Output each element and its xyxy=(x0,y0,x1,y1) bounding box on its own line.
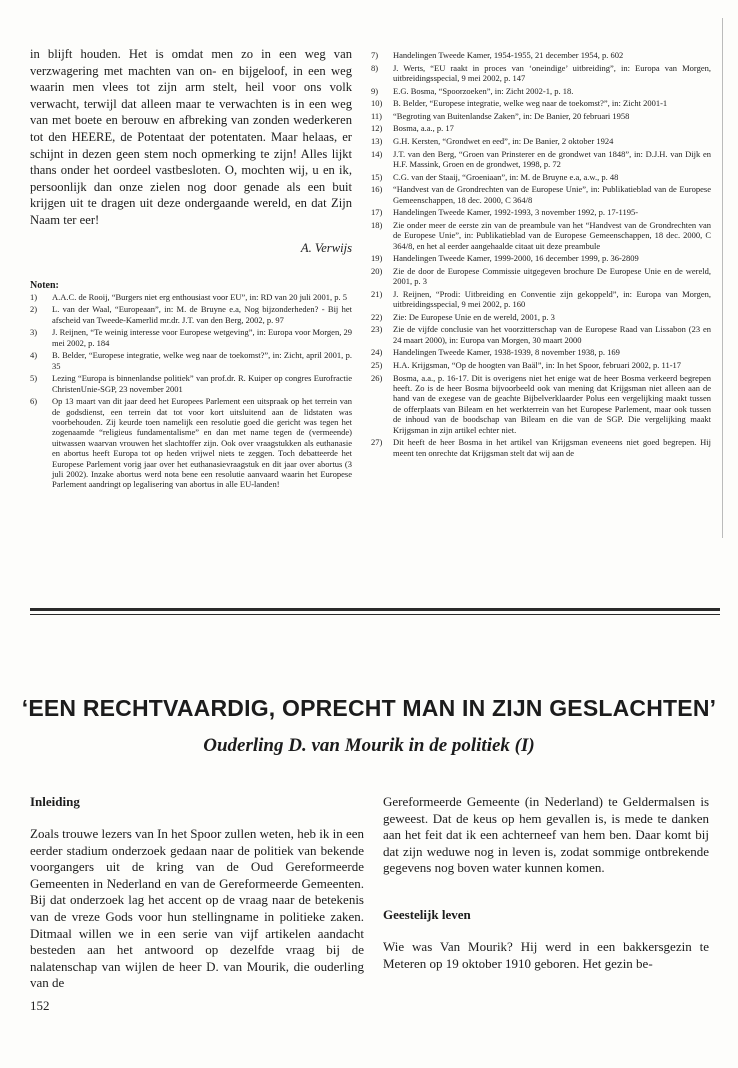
footnote-text: Zie de vijfde conclusie van het voorzitterschap van de Europese Raad van Lissabon (23 en 24 maart 2000), in: Europa van Morgen, 30 maart 2000 xyxy=(393,324,711,345)
footnote-number: 17) xyxy=(371,207,383,218)
footnote-number: 2) xyxy=(30,304,38,315)
notes-list-right xyxy=(371,50,711,458)
footnote-number: 25) xyxy=(371,359,383,370)
footnote-text: Bosma, a.a., p. 17 xyxy=(393,123,454,134)
footnote-item xyxy=(371,373,711,435)
article-column-left xyxy=(30,794,364,992)
page-edge-line xyxy=(722,18,723,538)
footnote-item xyxy=(30,373,352,394)
section-divider-thick xyxy=(30,608,720,611)
notes-list-left xyxy=(30,292,352,490)
footnote-text: E.G. Bosma, “Spoorzoeken”, in: Zicht 2002-1, p. 18. xyxy=(393,85,574,96)
intro-paragraph: Zoals trouwe lezers van In het Spoor zullen weten, heb ik in een eerder stadium onderzoek gedaan naar de politiek van bekende voorgangers uit de kring van de Oud Gereformeerde Gemeenten in Nederland en van de Gereformeerde Gemeenten. Bij dat onderzoek lag het accent op de vraag naar de betekenis van de vreze Gods voor hun stellingname in politieke zaken. Ditmaal willen we in een serie van vijf artikelen aandacht besteden aan het antwoord op dezelfde vraag bij de nalatenschap van wijlen de heer D. van Mourik, die ouderling van de xyxy=(30,826,364,991)
section-divider-thin xyxy=(30,614,720,615)
footnote-item xyxy=(371,149,711,170)
footnote-text: H.A. Krijgsman, “Op de hoogten van Baäl”, in: In het Spoor, februari 2002, p. 11-17 xyxy=(393,359,682,370)
notes-column-right xyxy=(371,50,711,460)
footnote-item xyxy=(371,347,711,357)
footnote-text: A.A.C. de Rooij, “Burgers niet erg enthousiast voor EU”, in: RD van 20 juli 2001, p. 5 xyxy=(52,291,348,302)
footnote-item xyxy=(30,327,352,348)
footnote-text: Handelingen Tweede Kamer, 1938-1939, 8 november 1938, p. 169 xyxy=(393,347,620,358)
footnote-text: J. Reijnen, “Prodi: Uitbreiding en Conventie zijn gekoppeld”, in: Europa van Morgen, uitbreidingsspecial, 9 mei 2002, p. 160 xyxy=(393,288,711,310)
footnote-number: 6) xyxy=(30,396,38,407)
footnote-number: 1) xyxy=(30,291,38,302)
footnote-item xyxy=(371,324,711,345)
footnote-number: 19) xyxy=(371,253,383,264)
footnote-item xyxy=(371,207,711,217)
footnote-item xyxy=(371,50,711,60)
footnote-text: “Handvest van de Grondrechten van de Europese Unie”, in: Publikatieblad van de Europese Gemeenschappen, 18 dec. 2000, C 364/8 xyxy=(393,184,711,205)
footnote-item xyxy=(371,184,711,205)
footnote-text: Zie: De Europese Unie en de wereld, 2001, p. 3 xyxy=(393,311,555,322)
continuation-paragraph: Gereformeerde Gemeente (in Nederland) te Geldermalsen is geweest. Dat de keus op hem gevallen is, is mede te danken aan het feit dat ik een achterneef van hem ben. Daar komt bij dat zijn weduwe nog in leven is, zodat sommige ontbrekende gegevens nog boven water kunnen komen. xyxy=(383,794,709,876)
closing-paragraph: in blijft houden. Het is omdat men zo in een weg van verzwagering met machten van on- en bijgeloof, in een weg waarin men vlees tot zijn arm stelt, heil voor ons volk verwacht, terwijl dat alleen maar te verwachten is in een weg van met boete en berouw en afbreking van zonden wederkeren tot den HEERE, de Potentaat der potentaten. Maar helaas, er schijnt in dezen geen stem noch opmerking te zijn! Alles lijkt thans onder het oordeel vastbesloten. O, mochten wij, u en ik, persoonlijk dan onze zielen nog door genade als een buit krijgen uit te dragen uit deze ondergaande wereld, en dat Zijn Naam ter eer! xyxy=(30,47,352,227)
footnote-number: 4) xyxy=(30,350,38,361)
footnote-text: B. Belder, “Europese integratie, welke weg naar de toekomst?”, in: Zicht, april 2001, p. 35 xyxy=(52,350,352,371)
footnote-text: Handelingen Tweede Kamer, 1954-1955, 21 december 1954, p. 602 xyxy=(393,50,624,60)
footnote-number: 10) xyxy=(371,98,383,109)
footnote-number: 15) xyxy=(371,171,383,182)
footnote-item xyxy=(371,312,711,322)
footnote-text: Bosma, a.a., p. 16-17. Dit is overigens niet het enige wat de heer Bosma verkeerd begrepen heeft. Zo is de heer Bosma bijvoorbeeld ook van mening dat Krijgsman niet alleen aan de hand van de exegese van de geachte Bijbelverklaarder Polus een vergelijking maakt tussen de offerplaats van Bileam en het werkterrein van het Europese Parlement, maar ook tussen de inhoud van de boodschap van Bileam en die van de SGP. Die vergelijking maakt Krijgsman in zijn artikel echter niet. xyxy=(393,372,711,435)
footnote-text: Handelingen Tweede Kamer, 1999-2000, 16 december 1999, p. 36-2809 xyxy=(393,253,639,264)
footnote-text: Zie onder meer de eerste zin van de preambule van het “Handvest van de Grondrechten van de Europese Unie”, in: Publikatieblad van de Europese Gemeenschappen, 18 dec. 2000, C 364/8, en het al eerder aangehaalde citaat uit deze preambule xyxy=(393,219,711,251)
footnote-item xyxy=(371,437,711,458)
footnote-number: 9) xyxy=(371,85,379,96)
footnote-text: J.T. van den Berg, “Groen van Prinsterer en de grondwet van 1848”, in: D.J.H. van Dijk en H.F. Massink, Groen en de grondwet, 1998, p. 72 xyxy=(393,148,711,169)
author-signature: A. Verwijs xyxy=(300,240,352,255)
previous-article-column xyxy=(30,46,352,492)
footnote-number: 18) xyxy=(371,219,383,230)
footnote-text: Op 13 maart van dit jaar deed het Europees Parlement een uitspraak op het terrein van de godsdienst, een terrein dat tot voor kort uitsluitend aan de lidstaten was voorbehouden. Zij keurde toen namelijk een resolutie goed die gericht was tegen het zogenaamde “religieus fundamentalisme” en dan met name tegen de (vermeende) uitwassen waarvan vrouwen het slachtoffer zijn. Ook over vraagstukken als euthanasie en abortus heeft Europa tot op heden vrijwel niets te zeggen. Toch debatteerde het Europese Parlement vorig jaar over het euthanasievraagstuk en dit jaar over abortus (3 juli 2002). Inzake abortus werd nota bene een resolutie aanvaard waarin het Europese Parlement aandringt op legalisering van abortus in alle EU-landen! xyxy=(52,396,352,490)
footnote-item xyxy=(30,396,352,490)
footnote-number: 11) xyxy=(371,110,383,121)
footnote-text: J. Reijnen, “Te weinig interesse voor Europese wetgeving”, in: Europa voor Morgen, 29 mei 2002, p. 184 xyxy=(52,327,352,348)
footnote-item xyxy=(371,253,711,263)
footnote-number: 22) xyxy=(371,311,383,322)
footnote-text: L. van der Waal, “Europeaan”, in: M. de Bruyne e.a, Nog bijzonderheden? - Bij het afscheid van Tweede-Kamerlid mr.dr. J.T. van den Berg, 2002, p. 97 xyxy=(52,304,352,325)
article-title: ‘EEN RECHTVAARDIG, OPRECHT MAN IN ZIJN GESLACHTEN’ xyxy=(21,695,717,721)
footnote-text: C.G. van der Staaij, “Groeniaan”, in: M. de Bruyne e.a, a.w., p. 48 xyxy=(393,171,619,182)
footnote-item xyxy=(371,172,711,182)
footnote-item xyxy=(371,98,711,108)
footnote-item xyxy=(371,289,711,310)
footnote-number: 24) xyxy=(371,347,383,358)
footnote-text: “Begroting van Buitenlandse Zaken”, in: De Banier, 20 februari 1958 xyxy=(393,110,630,121)
footnote-text: J. Werts, “EU raakt in proces van ‘oneindige’ uitbreiding”, in: Europa van Morgen, uitbreidingsspecial, 9 mei 2002, p. 147 xyxy=(393,62,711,83)
footnote-item xyxy=(30,292,352,302)
footnote-number: 7) xyxy=(371,50,379,60)
spiritual-paragraph: Wie was Van Mourik? Hij werd in een bakkersgezin te Meteren op 19 oktober 1910 geboren. Het gezin be- xyxy=(383,938,709,971)
footnote-number: 3) xyxy=(30,327,38,338)
notes-heading: Noten: xyxy=(30,279,59,291)
footnote-item xyxy=(371,63,711,84)
footnote-text: B. Belder, “Europese integratie, welke weg naar de toekomst?”, in: Zicht 2001-1 xyxy=(393,98,668,109)
footnote-text: Lezing “Europa is binnenlandse politiek” van prof.dr. R. Kuiper op congres Eurofractie ChristenUnie-SGP, 23 november 2001 xyxy=(52,373,352,394)
footnote-number: 21) xyxy=(371,288,383,299)
section-heading-intro: Inleiding xyxy=(30,794,80,809)
footnote-number: 23) xyxy=(371,324,383,335)
footnote-text: G.H. Kersten, “Grondwet en eed”, in: De Banier, 2 oktober 1924 xyxy=(393,135,614,146)
footnote-text: Zie de door de Europese Commissie uitgegeven brochure De Europese Unie en de wereld, 2001, p. 3 xyxy=(393,265,711,287)
footnote-number: 14) xyxy=(371,148,383,159)
footnote-number: 27) xyxy=(371,437,383,448)
footnote-number: 16) xyxy=(371,184,383,195)
footnote-item xyxy=(371,86,711,96)
footnote-item xyxy=(371,111,711,121)
page-number: 152 xyxy=(30,998,50,1013)
footnote-item xyxy=(371,123,711,133)
footnote-item xyxy=(371,136,711,146)
section-heading-spiritual: Geestelijk leven xyxy=(383,906,471,922)
footnote-text: Dit heeft de heer Bosma in het artikel van Krijgsman eveneens niet goed begrepen. Hij meent ten onrechte dat Krijgsman stelt dat wij aan de xyxy=(393,437,711,458)
footnote-text: Handelingen Tweede Kamer, 1992-1993, 3 november 1992, p. 17-1195- xyxy=(393,207,639,218)
footnote-number: 20) xyxy=(371,265,383,276)
footnote-item xyxy=(371,266,711,287)
footnote-number: 5) xyxy=(30,373,38,384)
footnote-number: 12) xyxy=(371,123,383,134)
footnote-item xyxy=(30,350,352,371)
footnote-item xyxy=(371,360,711,370)
footnote-item xyxy=(30,304,352,325)
article-column-right xyxy=(383,794,709,972)
footnote-number: 13) xyxy=(371,135,383,146)
footnote-number: 8) xyxy=(371,62,379,73)
footnote-number: 26) xyxy=(371,372,383,383)
footnote-item xyxy=(371,220,711,251)
article-subtitle: Ouderling D. van Mourik in de politiek (I) xyxy=(203,735,535,756)
